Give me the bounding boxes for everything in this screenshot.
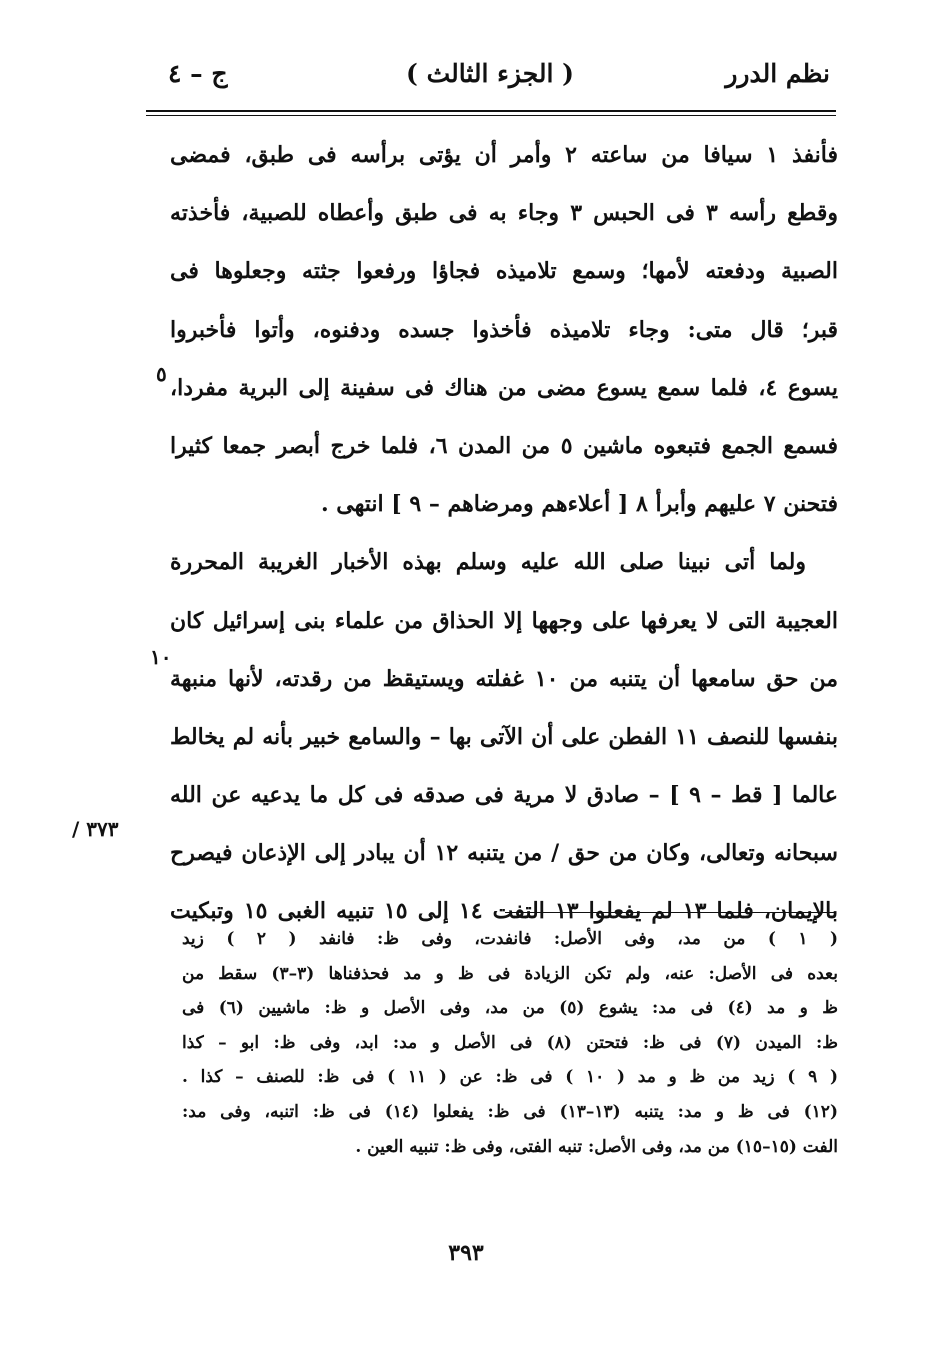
part-title: ( الجزء الثالث ) [406,59,574,88]
footnote-line: ( ١ ) من مد، وفى الأصل: فانفدت، وفى ظ: فانفد ( ٢ ) زيد [182,929,838,949]
line-number-10: ١٠ [150,645,172,669]
footnote-line: ظ: الميدن (٧) فى ظ: فتحتن (٨) فى الأصل و مد: ابد، وفى ظ: ابو – كذا [182,1032,838,1053]
text-line: قبر؛ قال متى: وجاء تلاميذه فأخذوا جسده ودفنوه، وأتوا فأخبروا [170,316,838,343]
text-line: ولما أتى نبينا صلى الله عليه وسلم بهذه الأخبار الغريبة المحررة [170,549,806,576]
line-number-5: ٥ [156,362,167,386]
footnote-line: (١٢) فى ظ و مد: يتنبه (١٣–١٣) فى ظ: يفعلوا (١٤) فى ظ: اتنبه، وفى مد: [182,1101,838,1122]
running-header [150,55,830,103]
text-line: فسمع الجمع فتبعوه ماشين ٥ من المدن ٦، فلما خرج أبصر جمعا كثيرا [170,432,838,459]
manuscript-folio-number: ٣٧٣ / [72,817,119,841]
text-line: يسوع ٤، فلما سمع يسوع مضى من هناك فى سفينة إلى البرية مفردا، [170,374,838,401]
footnote-line: ظ و مد (٤) فى مد: يشوع (٥) من مد، وفى الأصل و ظ: ماشيين (٦) فى [182,998,838,1019]
header-rule-thick [146,110,836,112]
header-rule-thin [146,115,836,116]
footnote-line: الفت (١٥–١٥) من مد، وفى الأصل: تنبه الفتى، وفى ظ: تنبيه العين . [355,1136,838,1157]
book-title: نظم الدرر [725,59,830,88]
footnote-rule [505,912,835,913]
footnote-line: ( ٩ ) زيد من ظ و مد ( ١٠ ) فى ظ: عن ( ١١ ) فى ظ: للصنف – كذا . [182,1067,838,1088]
text-line: وقطع رأسه ٣ فى الحبس ٣ وجاء به فى طبق وأعطاه للصبية، فأخذته [170,200,838,227]
main-text [170,126,838,941]
text-line: من حق سامعها أن يتنبه من ١٠ غفلته ويستيقظ من رقدته، لأنها منبهة [170,665,838,692]
text-line: الصبية ودفعته لأمها؛ وسمع تلاميذه فجاؤا ورفعوا جثته وجعلوها فى [170,258,838,285]
text-line: فتحنن ٧ عليهم وأبرأ ٨ [ أعلاءهم ومرضاهم – ٩ ] انتهى . [320,491,838,518]
text-line: سبحانه وتعالى، وكان من حق / من يتنبه ١٢ أن يبادر إلى الإذعان فيصرح [170,840,838,867]
text-line: العجيبة التى لا يعرفها على وجهها إلا الحذاق من علماء بنى إسرائيل كان [170,607,838,634]
text-line: بالإيمان، فلما ١٣ لم يفعلوا ١٣ التفت ١٤ إلى ١٥ تنبيه الغبى ١٥ وتبكيت [170,898,838,925]
footnote-line: بعده فى الأصل: عنه، ولم تكن الزيادة فى ظ و مد فحذفناها (٣–٣) سقط من [182,963,838,984]
footnotes [182,922,838,1164]
page-number: ٣٩٣ [448,1240,484,1266]
volume-reference: ج – ٤ [168,59,228,88]
text-line: عالما [ قط – ٩ ] – صادق لا مرية فى صدقه فى كل ما يدعيه عن الله [170,782,838,809]
text-line: فأنفذ ١ سيافا من ساعته ٢ وأمر أن يؤتى برأسه فى طبق، فمضى [170,142,838,168]
text-line: بنفسها للنصف ١١ الفطن على أن الآتى بها – والسامع خبير بأنه لم يخالط [170,723,838,750]
